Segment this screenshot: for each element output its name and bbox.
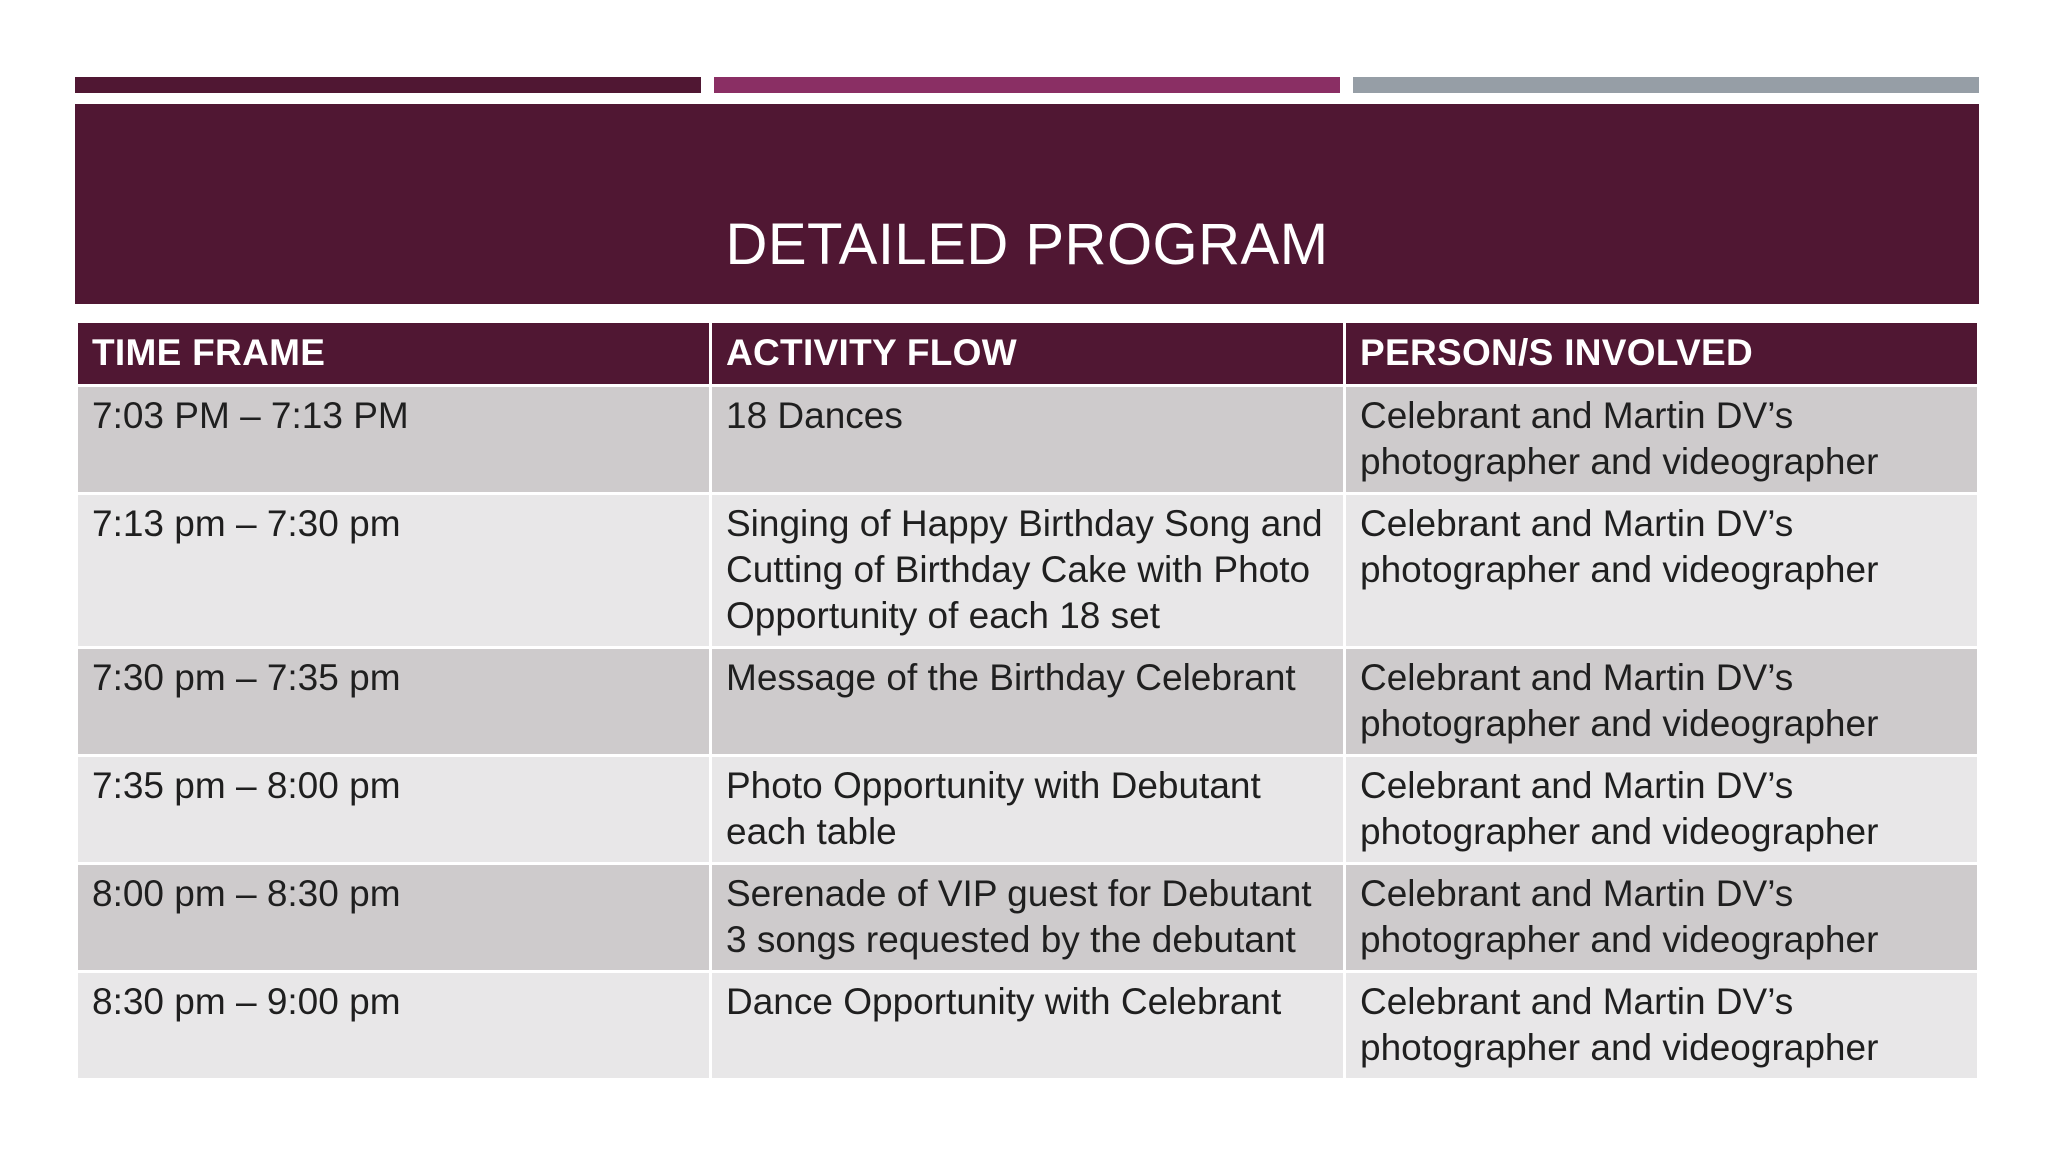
activity-cell: 18 Dances	[711, 386, 1345, 494]
accent-bar-magenta	[714, 77, 1340, 93]
program-table	[75, 320, 1980, 1081]
table-row	[77, 756, 1979, 864]
activity-cell: Message of the Birthday Celebrant	[711, 648, 1345, 756]
header-activity-flow: ACTIVITY FLOW	[711, 322, 1345, 386]
slide-title: DETAILED PROGRAM	[725, 212, 1329, 277]
time-cell: 7:30 pm – 7:35 pm	[77, 648, 711, 756]
time-cell: 8:00 pm – 8:30 pm	[77, 864, 711, 972]
table-row	[77, 864, 1979, 972]
time-cell: 7:03 PM – 7:13 PM	[77, 386, 711, 494]
table-row	[77, 494, 1979, 648]
time-cell: 7:13 pm – 7:30 pm	[77, 494, 711, 648]
table-row	[77, 648, 1979, 756]
accent-bar-dark	[75, 77, 701, 93]
table-header-row	[77, 322, 1979, 386]
persons-cell: Celebrant and Martin DV’s photographer and videographer	[1345, 386, 1979, 494]
persons-cell: Celebrant and Martin DV’s photographer and videographer	[1345, 972, 1979, 1080]
accent-bar-gray	[1353, 77, 1979, 93]
persons-cell: Celebrant and Martin DV’s photographer and videographer	[1345, 648, 1979, 756]
activity-cell: Singing of Happy Birthday Song and Cutting of Birthday Cake with Photo Opportunity of each 18 set	[711, 494, 1345, 648]
table-row	[77, 386, 1979, 494]
time-cell: 7:35 pm – 8:00 pm	[77, 756, 711, 864]
header-persons-involved: PERSON/S INVOLVED	[1345, 322, 1979, 386]
title-band	[75, 104, 1979, 304]
persons-cell: Celebrant and Martin DV’s photographer and videographer	[1345, 494, 1979, 648]
activity-cell: Dance Opportunity with Celebrant	[711, 972, 1345, 1080]
activity-cell: Photo Opportunity with Debutant each table	[711, 756, 1345, 864]
header-time-frame: TIME FRAME	[77, 322, 711, 386]
table-row	[77, 972, 1979, 1080]
persons-cell: Celebrant and Martin DV’s photographer and videographer	[1345, 756, 1979, 864]
activity-cell: Serenade of VIP guest for Debutant 3 songs requested by the debutant	[711, 864, 1345, 972]
persons-cell: Celebrant and Martin DV’s photographer and videographer	[1345, 864, 1979, 972]
time-cell: 8:30 pm – 9:00 pm	[77, 972, 711, 1080]
